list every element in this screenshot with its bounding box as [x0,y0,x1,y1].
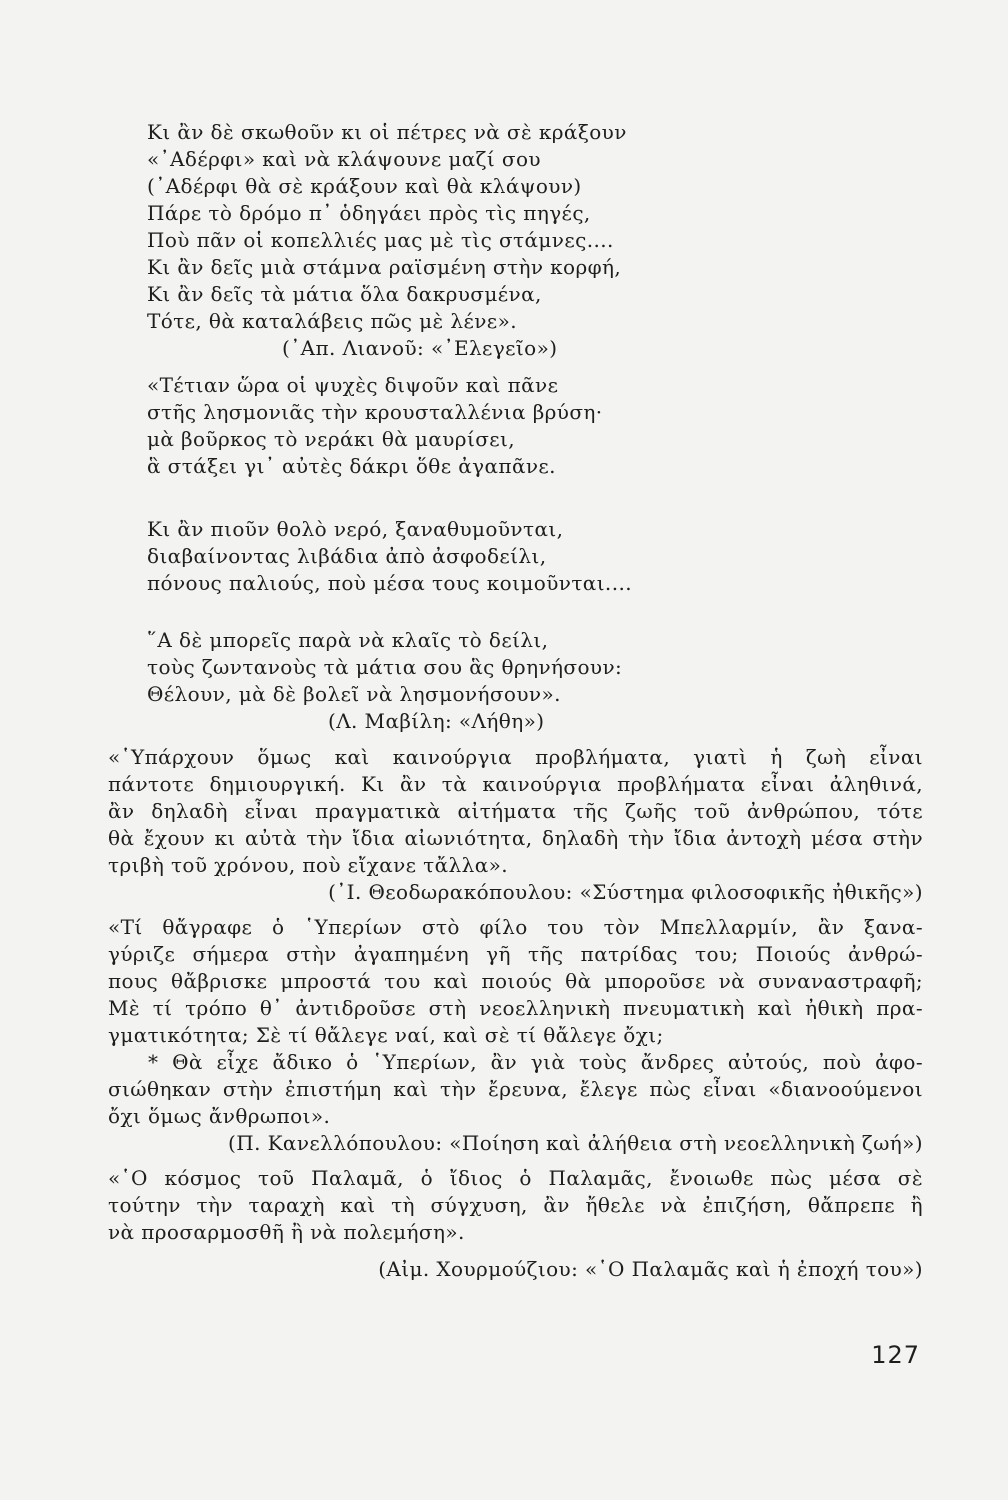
poem-line: ἃ στάξει γι᾿ αὐτὲς δάκρι ὅθε ἀγαπᾶνε. [147,454,556,478]
prose-line: νὰ προσαρμοσθῆ ἢ νὰ πολεμήση». [108,1220,465,1244]
prose-line: «῾Υπάρχουν ὅμως καὶ καινούργια προβλήματα, γιατὶ ἡ ζωὴ εἶναι [108,745,923,769]
prose-line: θὰ ἔχουν κι αὐτὰ τὴν ἴδια αἰωνιότητα, δηλαδὴ τὴν ἴδια ἀντοχὴ μέσα στὴν [108,826,923,850]
prose-line: ὄχι ὅμως ἄνθρωποι». [108,1104,331,1128]
prose-line: ἂν δηλαδὴ εἶναι πραγματικὰ αἰτήματα τῆς ζωῆς τοῦ ἀνθρώπου, τότε [108,799,923,823]
prose-line: πους θἄβρισκε μπροστά του καὶ ποιούς θὰ μποροῦσε νὰ συναναστραφῆ; [108,969,923,993]
prose-line: «Τί θἄγραφε ὁ ῾Υπερίων στὸ φίλο του τὸν Μπελλαρμίν, ἂν ξανα- [108,915,923,939]
poem-line: Κι ἂν δὲ σκωθοῦν κι οἱ πέτρες νὰ σὲ κράξουν [147,120,627,144]
poem-line: στῆς λησμονιᾶς τὴν κρουσταλλένια βρύση· [147,400,603,424]
prose-line: σιώθηκαν στὴν ἐπιστήμη καὶ τὴν ἔρευνα, ἔλεγε πὼς εἶναι «διανοούμενοι [108,1077,923,1101]
prose-line: γματικότητα; Σὲ τί θἄλεγε ναί, καὶ σὲ τί θἄλεγε ὄχι; [108,1023,664,1047]
attribution: (Π. Κανελλόπουλου: «Ποίηση καὶ ἀλήθεια στὴ νεοελληνικὴ ζωή») [228,1131,923,1155]
prose-line: τριβὴ τοῦ χρόνου, ποὺ εἴχανε τἄλλα». [108,853,509,877]
poem-line: «Τέτιαν ὥρα οἱ ψυχὲς διψοῦν καὶ πᾶνε [147,373,559,397]
attribution: (Αἰμ. Χουρμούζιου: «῾Ο Παλαμᾶς καὶ ἡ ἐποχή του») [378,1257,923,1281]
prose-line: τούτην τὴν ταραχὴ καὶ τὴ σύγχυση, ἂν ἤθελε νὰ ἐπιζήση, θἄπρεπε ἢ [108,1193,923,1217]
poem-line: πόνους παλιούς, ποὺ μέσα τους κοιμοῦνται.... [147,571,632,595]
poem-line: Πάρε τὸ δρόμο π᾿ ὁδηγάει πρὸς τὶς πηγές, [147,201,591,225]
poem-line: Θέλουν, μὰ δὲ βολεῖ νὰ λησμονήσουν». [147,682,561,706]
poem-line: τοὺς ζωντανοὺς τὰ μάτια σου ἃς θρηνήσουν: [147,655,623,679]
poem-line: Ποὺ πᾶν οἱ κοπελλιές μας μὲ τὶς στάμνες.... [147,228,614,252]
prose-line: Μὲ τί τρόπο θ᾿ ἀντιδροῦσε στὴ νεοελληνικὴ πνευματικὴ καὶ ἠθικὴ πρα- [108,996,923,1020]
poem-line: «᾿Αδέρφι» καὶ νὰ κλάψουνε μαζί σου [147,147,541,171]
poem-line: διαβαίνοντας λιβάδια ἀπὸ ἀσφοδείλι, [147,544,547,568]
poem-line: ῞Α δὲ μπορεῖς παρὰ νὰ κλαῖς τὸ δείλι, [147,628,549,652]
attribution: (᾿Απ. Λιανοῦ: «᾿Ελεγεῖο») [282,336,558,360]
prose-line: πάντοτε δημιουργική. Κι ἂν τὰ καινούργια προβλήματα εἶναι ἀληθινά, [108,772,923,796]
prose-line: «῾Ο κόσμος τοῦ Παλαμᾶ, ὁ ἴδιος ὁ Παλαμᾶς, ἔνοιωθε πὼς μέσα σὲ [108,1166,923,1190]
prose-line: γύριζε σήμερα στὴν ἀγαπημένη γῆ τῆς πατρίδας του; Ποιούς ἀνθρώ- [108,942,923,966]
poem-line: μὰ βοῦρκος τὸ νεράκι θὰ μαυρίσει, [147,427,516,451]
prose-line: * Θὰ εἶχε ἄδικο ὁ ῾Υπερίων, ἂν γιὰ τοὺς ἄνδρες αὐτούς, ποὺ ἀφο- [148,1050,923,1074]
poem-line: Κι ἂν πιοῦν θολὸ νερό, ξαναθυμοῦνται, [147,517,564,541]
attribution: (᾿Ι. Θεοδωρακόπουλου: «Σύστημα φιλοσοφικῆς ἠθικῆς») [328,880,923,904]
attribution: (Λ. Μαβίλη: «Λήθη») [328,709,545,733]
page-number: 127 [871,1341,920,1369]
poem-line: Κι ἂν δεῖς τὰ μάτια ὅλα δακρυσμένα, [147,282,542,306]
poem-line: Κι ἂν δεῖς μιὰ στάμνα ραϊσμένη στὴν κορφή, [147,255,622,279]
poem-line: (᾿Αδέρφι θὰ σὲ κράξουν καὶ θὰ κλάψουν) [147,174,582,198]
poem-line: Τότε, θὰ καταλάβεις πῶς μὲ λένε». [147,309,517,333]
